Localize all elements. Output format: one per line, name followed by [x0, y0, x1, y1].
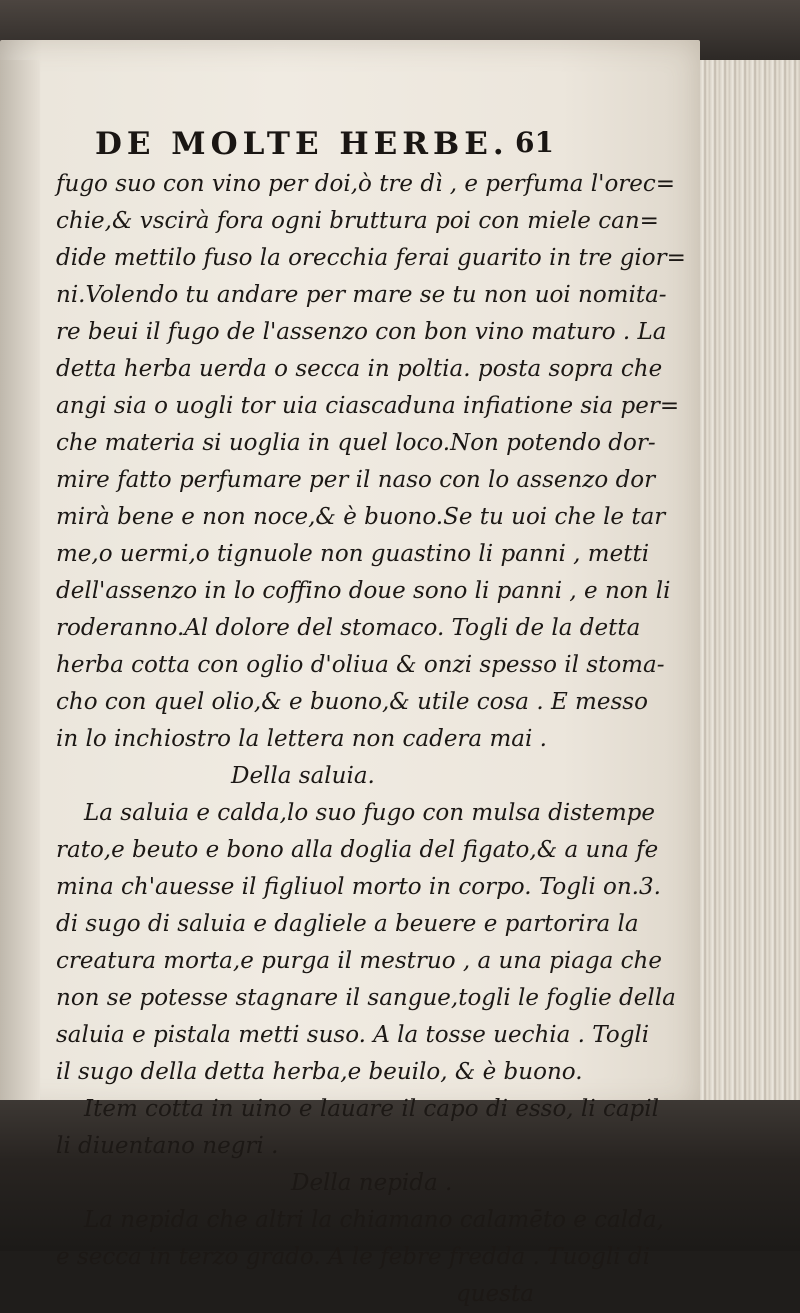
running-head: [0, 126, 700, 166]
text-line: li diuentano negri .: [56, 1133, 279, 1159]
text-line: mire fatto perfumare per il naso con lo assenzo dor: [56, 467, 656, 493]
section-heading: Della saluia.: [231, 763, 375, 789]
binding-edge: [0, 60, 40, 1100]
text-line: fugo suo con vino per doi,ò tre dì , e perfuma l'orec=: [56, 171, 676, 197]
page-number: 61: [515, 126, 554, 159]
text-line: roderanno.Al dolore del stomaco. Togli de la detta: [56, 615, 641, 641]
text-line: dell'assenzo in lo coffino doue sono li panni , e non li: [56, 578, 671, 604]
text-line: dide mettilo fuso la orecchia ferai guarito in tre gior=: [56, 245, 686, 271]
catchword: questa: [456, 1281, 534, 1307]
text-line: in lo inchiostro la lettera non cadera mai .: [56, 726, 547, 752]
text-line: cho con quel olio,& e buono,& utile cosa . E messo: [56, 689, 648, 715]
text-line: mirà bene e non noce,& è buono.Se tu uoi che le tar: [56, 504, 666, 530]
text-line: saluia e pistala metti suso. A la tosse uechia . Togli: [56, 1022, 650, 1048]
text-line: herba cotta con oglio d'oliua & onzi spesso il stoma-: [56, 652, 665, 678]
text-line: e secca in terzo grado. A le febre fredda . Tuogli di: [56, 1244, 650, 1270]
text-line: La saluia e calda,lo suo fugo con mulsa distempe: [84, 800, 656, 826]
text-line: creatura morta,e purga il mestruo , a una piaga che: [56, 948, 662, 974]
text-line: che materia si uoglia in quel loco.Non potendo dor-: [56, 430, 656, 456]
page-stack-edge: [700, 60, 800, 1100]
text-line: rato,e beuto e bono alla doglia del figato,& a una fe: [56, 837, 659, 863]
text-line: non se potesse stagnare il sangue,togli le foglie della: [56, 985, 676, 1011]
text-line: ni.Volendo tu andare per mare se tu non uoi nomita-: [56, 282, 667, 308]
section-heading: Della nepida .: [291, 1170, 453, 1196]
text-line: angi sia o uogli tor uia ciascaduna infiatione sia per=: [56, 393, 680, 419]
text-line: il sugo della detta herba,e beuilo, & è buono.: [56, 1059, 583, 1085]
text-line: di sugo di saluia e dagliele a beuere e partorira la: [56, 911, 639, 937]
text-line: Item cotta in uino e lauare il capo di esso, li capil: [84, 1096, 659, 1122]
running-title: DE MOLTE HERBE.: [95, 126, 509, 162]
text-line: detta herba uerda o secca in poltia. posta sopra che: [56, 356, 663, 382]
text-line: La nepida che altri la chiamano calamēto e calda,: [84, 1207, 664, 1233]
text-line: re beui il fugo de l'assenzo con bon vino maturo . La: [56, 319, 667, 345]
text-line: me,o uermi,o tignuole non guastino li panni , metti: [56, 541, 650, 567]
text-line: chie,& vscirà fora ogni bruttura poi con miele can=: [56, 208, 659, 234]
text-line: mina ch'auesse il figliuol morto in corpo. Togli on.3.: [56, 874, 661, 900]
body-text: [56, 166, 686, 1313]
